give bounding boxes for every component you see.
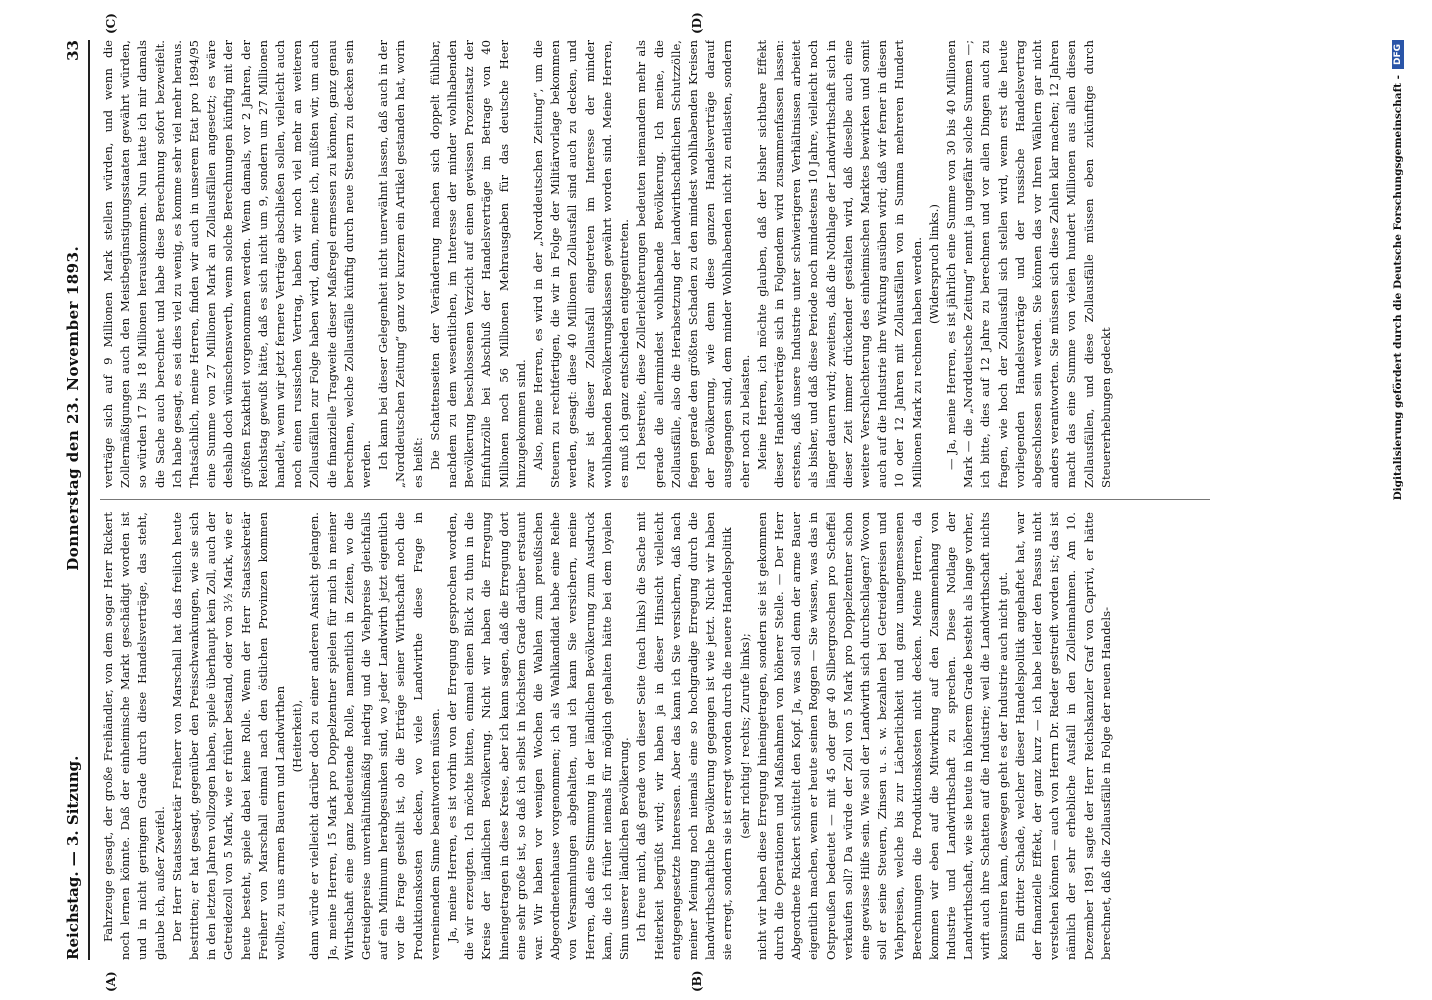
digitization-credit — [1392, 40, 1404, 960]
header-left: Reichstag. — 3. Sitzung. — [64, 755, 82, 960]
paragraph: Ein dritter Schade, welcher dieser Handelspolitik angehaftet hat, war der finanzielle Effekt, der ganz kurz — ich habe leider den Passus nicht verstehen können — auch von Herrn Dr. Rieder gestreift worden ist; das ist nämlich der sehr erhebliche Ausfall in den Zolleinnahmen. Am 10. Dezember 1891 sagte der Herr Reichskanzler Graf von Caprivi, er hätte berechnet, daß die Zollausfälle in Folge der neuen Handels- — [1012, 512, 1113, 960]
interjection: (Heiterkeit), — [290, 699, 305, 773]
dfg-logo: DFG — [1392, 40, 1404, 69]
page-header — [58, 40, 90, 960]
right-column — [100, 40, 1210, 488]
margin-marker-b: (B) — [690, 970, 704, 992]
paragraph: — Ja, meine Herren, es ist jährlich eine Summe von 30 bis 40 Millionen Mark — die „Norddeutsche Zeitung“ nennt ja ungefähr solche Summen —; ich bitte, dies auf 12 Jahre zu berechnen und vor allen Dingen auch zu fragen, wie hoch der Zollausfall sich stellen wird, wenn erst die heute vorliegenden Handelsverträge und der russische Handelsvertrag abgeschlossen sein werden. Sie können das vor Ihren Wählern gar nicht anders verantworten. Sie müssen sich diese Zahlen klar machen; 12 Jahren macht das eine Summe von vielen hundert Millionen aus allen diesen Zollausfällen, und diese Zollausfälle müssen eben zukünftige durch Steuererhebungen gedeckt — [943, 40, 1113, 488]
paragraph: Ich freue mich, daß gerade von dieser Seite (nach links) die Sache mit Heiterkeit begrüßt wird; wir haben ja in dieser Hinsicht vielleicht entgegengesetzte Interessen. Aber das kann ich Sie versichern, daß nach meiner Meinung noch niemals eine so hochgradige Erregung durch die landwirthschaftliche Bevölkerung gegangen ist wie jetzt. Nicht wir haben sie erregt, sondern sie ist erregt worden durch die neuere Handelspolitik — [634, 512, 735, 960]
credit-text: Digitalisierung gefördert durch die Deutsche Forschungsgemeinschaft - — [1392, 75, 1404, 501]
paragraph: Ja, meine Herren, es ist vorhin von der Erregung gesprochen worden, die wir erzeugten. Ich möchte bitten, einmal einen Blick zu thun in die Kreise der ländlichen Bevölkerung. Nicht wir haben die Erregung hineingetragen in diese Kreise, aber ich kann sagen, daß die Erregung dort eine sehr große ist, so daß ich selbst in höchstem Grade darüber erstaunt war. Wir haben vor wenigen Wochen die Wahlen zum preußischen Abgeordnetenhause vorgenommen; ich als Wahlkandidat habe eine Reihe von Versammlungen abgehalten, und ich kann Sie versichern, meine Herren, daß eine Stimmung in der ländlichen Bevölkerung zum Ausdruck kam, die ich früher niemals für möglich gehalten hätte bei dem loyalen Sinn unserer ländlichen Bevölkerung. — [445, 512, 632, 960]
paragraph: verträge sich auf 9 Millionen Mark stellen würden, und wenn die Zollermäßigungen auch den Meistbegünstigungsstaaten gewährt würden, so würden 17 bis 18 Millionen herauskommen. Nun hatte ich mir damals die Sache auch berechnet und habe diese Berechnung sofort bezweifelt. Ich habe gesagt, es sei dies viel zu wenig, es komme sehr viel mehr heraus. Thatsächlich, meine Herren, finden wir auch in unserem Etat pro 1894/95 eine Summe von 27 Millionen Mark an Zollausfällen angesetzt; es wäre deshalb doch wünschenswerth, wenn solche Berechnungen künftig mit der größten Exaktheit vorgenommen werden. Wenn damals, vor 2 Jahren, der Reichstag gewußt hätte, daß es sich nicht um 9, sondern um 27 Millionen handelt, wenn wir jetzt fernere Verträge abschließen sollen, vielleicht auch noch einen russischen Vertrag, haben wir noch viel mehr an weiteren Zollausfällen zur Folge haben wird, dann, meine ich, müßten wir, um auch die finanzielle Tragweite dieser Maßregel ermessen zu können, ganz genau berechnen, welche Zollausfälle künftig durch neue Steuern zu decken sein werden. — [101, 40, 374, 488]
margin-marker-c: (C) — [104, 13, 118, 34]
page-number: 33 — [64, 40, 82, 61]
paragraph: Meine Herren, ich möchte glauben, daß der bisher sichtbare Effekt dieser Handelsverträge sich in Folgendem wird zusammenfassen lassen: erstens, daß unsere Industrie unter schwierigeren Verhältnissen arbeitet als bisher, und daß diese Periode noch mindestens 10 Jahre, vielleicht noch länger dauern wird; zweitens, daß die Nothlage der Landwirthschaft sich in dieser Zeit immer drückender gestalten wird, daß dieselbe auch eine weitere Verschlechterung des einheimischen Marktes bewirken und somit auch auf die Industrie ihre Wirkung ausüben wird; daß wir ferner in diesen 10 oder 12 Jahren mit Zollausfällen von in Summa mehreren Hundert Millionen Mark zu rechnen haben werden. — [754, 40, 924, 488]
paragraph: nicht wir haben diese Erregung hineingetragen, sondern sie ist gekommen durch die Operationen und Maßnahmen von höherer Stelle. — Der Herr Abgeordnete Rickert schüttelt den Kopf. Ja, was soll denn der arme Bauer eigentlich machen, wenn er heute seinen Roggen — Sie wissen, was das in Ostpreußen bedeutet — mit 45 oder gar 40 Silbergroschen pro Scheffel verkaufen soll? Da würde der Zoll von 5 Mark pro Doppelzentner schon eine gewisse Hilfe sein. Wie soll der Landwirth sich durchschlagen? Wovon soll er seine Steuern, Zinsen u. s. w. bezahlen bei Getreidepreisen und Viehpreisen, welche bis zur Lächerlichkeit und ganz unangemessenen Berechnungen die Produktionskosten nicht decken. Meine Herren, da kommen wir eben auf die Mitwirkung auf den Zusammenhang von Industrie und Landwirthschaft zu sprechen. Diese Notlage der Landwirthschaft, wie sie heute in höherem Grade besteht als lange vorher, wirft auch ihre Schatten auf die Industrie; weil die Landwirthschaft nichts konsumiren kann, deswegen geht es der Industrie auch nicht gut. — [754, 512, 1010, 960]
header-date: Donnerstag den 23. November 1893. — [64, 245, 82, 571]
paragraph: dann würde er vielleicht darüber doch zu einer anderen Ansicht gelangen. Ja, meine Herren, 15 Mark pro Doppelzentner spielen für mich in meiner Wirthschaft eine ganz bedeutende Rolle, namentlich in Zeiten, wo die Getreidepreise unverhältnißmäßig niedrig und die Viehpreise gleichfalls auf ein Minimum herabgesunken sind, wo jeder Landwirth jetzt eigentlich vor die Frage gestellt ist, ob die Erträge seiner Wirthschaft noch die Produktionskosten decken, wo viele Landwirthe diese Frage in verneinendem Sinne beantworten müssen. — [307, 512, 442, 960]
paragraph: Also, meine Herren, es wird in der „Norddeutschen Zeitung“, um die Steuern zu rechtfertigen, die wir in Folge der Militärvorlage bekommen werden, gesagt: diese 40 Millionen Zollausfall sind auch zu decken, und zwar ist dieser Zollausfall eingetreten im Interesse der minder wohlhabenden Bevölkerungsklassen gewährt worden sind. Meine Herren, es muß ich ganz entschieden entgegentreten. — [531, 40, 632, 488]
paragraph: Fahrzeuge gesagt, der große Freihändler, von dem sogar Herr Rickert noch lernen könnte. Daß der einheimische Markt geschädigt worden ist und in nicht geringem Grade durch diese Handelsverträge, das steht, glaube ich, außer Zweifel. — [101, 512, 167, 960]
interjection: (Widerspruch links.) — [926, 204, 941, 324]
interjection: (sehr richtig! rechts; Zurufe links); — [737, 633, 752, 839]
column-divider — [100, 499, 1210, 500]
paragraph: Ich kann bei dieser Gelegenheit nicht unerwähnt lassen, daß auch in der „Norddeutschen Zeitung“ ganz vor kurzem ein Artikel gestanden hat, worin es heißt: — [376, 40, 425, 488]
margin-marker-a: (A) — [104, 971, 118, 992]
paragraph: Ich bestreite, diese Zollerleichterungen bedeuten niemandem mehr als gerade die allermindest wohlhabende Bevölkerung. Ich meine, die Zollausfälle, also die Herabsetzung der landwirthschaftlichen Schutzzölle, fiegen gerade den größten Schaden zu den mindest wohlhabenden Kreisen der Bevölkerung, wie denn diese ganzen Handelsverträge darauf ausgegangen sind, dem minder Wohlhabenden nicht zu entlasten, sondern eher noch zu belasten. — [634, 40, 752, 488]
left-column — [100, 512, 1210, 960]
paragraph: Der Herr Staatssekretär Freiherr von Marschall hat das freilich heute bestritten; er hat gesagt, gegenüber den Preisschwankungen, wie sie sich in den letzten Jahren vollzogen haben, spiele überhaupt kein Zoll, auch der Getreidezoll von 5 Mark, wie er früher bestand, oder von 3½ Mark, wie er heute besteht, spiele dabei keine Rolle. Wenn der Herr Staatssekretär Freiherr von Marschall einmal nach den östlichen Provinzen kommen wollte, zu uns armen Bauern und Landwirthen — [169, 512, 288, 960]
margin-marker-d: (D) — [690, 12, 704, 34]
quotation: Die Schattenseiten der Veränderung machen sich doppelt fühlbar, nachdem zu dem wesentlichen, im Interesse der minder wohlhabenden Bevölkerung beschlossenen Verzicht auf einen gewissen Prozentsatz der Einfuhrzölle bei Abschluß der Handelsverträge im Betrage von 40 Millionen noch 56 Millionen Mehrausgaben für das deutsche Heer hinzugekommen sind. — [427, 40, 528, 488]
